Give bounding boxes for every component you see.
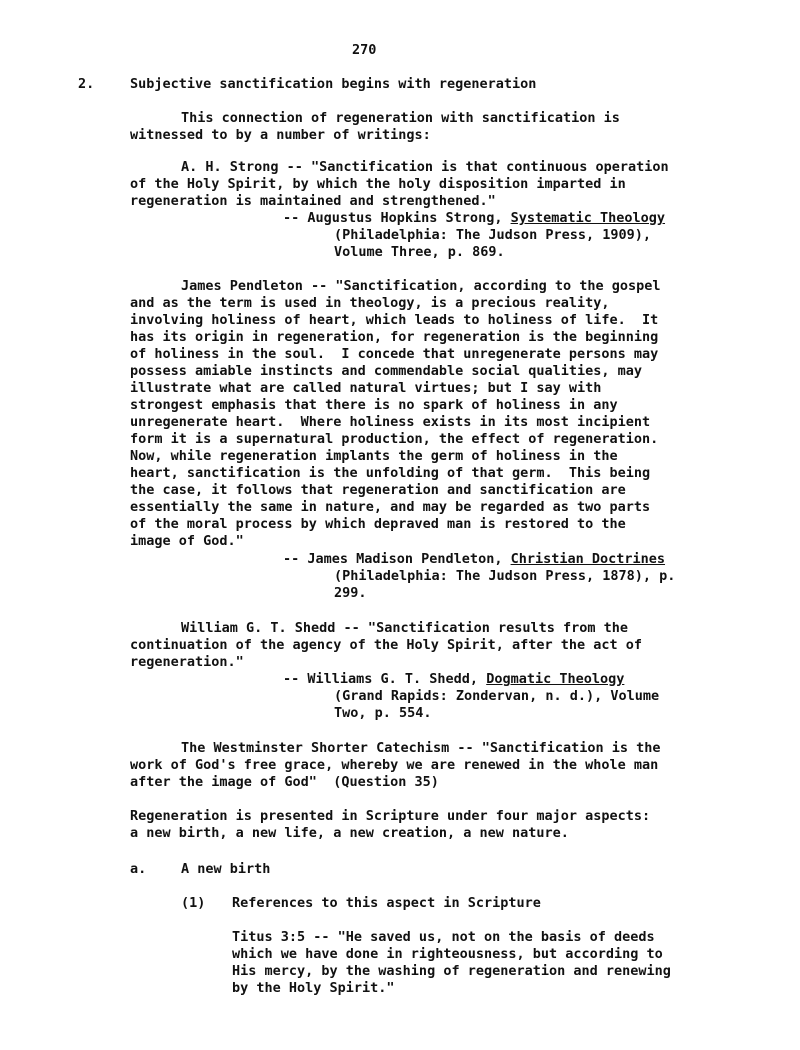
pendleton-quote-line: illustrate what are called natural virtues; but I say with xyxy=(130,380,602,396)
intro-line: witnessed to by a number of writings: xyxy=(130,127,431,143)
aspects-line: a new birth, a new life, a new creation, a new nature. xyxy=(130,825,569,841)
pendleton-quote-line: has its origin in regeneration, for regeneration is the beginning xyxy=(130,329,659,345)
shedd-quote-line: William G. T. Shedd -- "Sanctification results from the xyxy=(181,620,629,636)
pendleton-quote-line: Now, while regeneration implants the germ of holiness in the xyxy=(130,448,618,464)
citation-title: Dogmatic Theology xyxy=(486,671,625,687)
pendleton-quote-line: heart, sanctification is the unfolding of that germ. This being xyxy=(130,465,651,481)
citation-title: Christian Doctrines xyxy=(510,551,666,567)
subsection-marker: a. xyxy=(130,861,147,877)
strong-citation-line: Volume Three, p. 869. xyxy=(334,244,505,260)
westminster-line: after the image of God" (Question 35) xyxy=(130,774,439,790)
pendleton-quote-line: the case, it follows that regeneration and sanctification are xyxy=(130,482,626,498)
titus-line: by the Holy Spirit." xyxy=(232,980,395,996)
pendleton-quote-line: essentially the same in nature, and may be regarded as two parts xyxy=(130,499,651,515)
westminster-line: work of God's free grace, whereby we are renewed in the whole man xyxy=(130,757,659,773)
pendleton-citation-line: (Philadelphia: The Judson Press, 1878), p. xyxy=(334,568,676,584)
pendleton-quote-line: involving holiness of heart, which leads to holiness of life. It xyxy=(130,312,659,328)
section-number: 2. xyxy=(78,76,95,92)
strong-quote-line: of the Holy Spirit, by which the holy disposition imparted in xyxy=(130,176,626,192)
titus-line: which we have done in righteousness, but according to xyxy=(232,946,663,962)
subsubsection-marker: (1) xyxy=(181,895,206,911)
shedd-citation xyxy=(283,671,624,688)
citation-title: Systematic Theology xyxy=(510,210,666,226)
citation-author: -- Augustus Hopkins Strong, xyxy=(283,210,511,226)
strong-quote-line: A. H. Strong -- "Sanctification is that continuous operation xyxy=(181,159,669,175)
page-number: 270 xyxy=(352,42,377,58)
shedd-quote-line: continuation of the agency of the Holy Spirit, after the act of xyxy=(130,637,643,653)
subsection-heading: A new birth xyxy=(181,861,271,877)
pendleton-quote-line: strongest emphasis that there is no spark of holiness in any xyxy=(130,397,618,413)
shedd-citation-line: Two, p. 554. xyxy=(334,705,432,721)
pendleton-citation-line: 299. xyxy=(334,585,367,601)
pendleton-quote-line: image of God." xyxy=(130,533,244,549)
subsubsection-heading: References to this aspect in Scripture xyxy=(232,895,541,911)
shedd-citation-line: (Grand Rapids: Zondervan, n. d.), Volume xyxy=(334,688,660,704)
titus-line: Titus 3:5 -- "He saved us, not on the basis of deeds xyxy=(232,929,655,945)
pendleton-quote-line: form it is a supernatural production, the effect of regeneration. xyxy=(130,431,659,447)
pendleton-quote-line: and as the term is used in theology, is a precious reality, xyxy=(130,295,610,311)
strong-citation-line: (Philadelphia: The Judson Press, 1909), xyxy=(334,227,651,243)
pendleton-quote-line: of holiness in the soul. I concede that unregenerate persons may xyxy=(130,346,659,362)
pendleton-quote-line: James Pendleton -- "Sanctification, according to the gospel xyxy=(181,278,661,294)
pendleton-citation xyxy=(283,551,665,568)
pendleton-quote-line: of the moral process by which depraved man is restored to the xyxy=(130,516,626,532)
shedd-quote-line: regeneration." xyxy=(130,654,244,670)
intro-line: This connection of regeneration with sanctification is xyxy=(181,110,620,126)
citation-author: -- James Madison Pendleton, xyxy=(283,551,511,567)
pendleton-quote-line: possess amiable instincts and commendable social qualities, may xyxy=(130,363,643,379)
pendleton-quote-line: unregenerate heart. Where holiness exists in its most incipient xyxy=(130,414,651,430)
section-heading: Subjective sanctification begins with regeneration xyxy=(130,76,537,92)
strong-quote-line: regeneration is maintained and strengthened." xyxy=(130,193,496,209)
strong-citation xyxy=(283,210,665,227)
aspects-line: Regeneration is presented in Scripture under four major aspects: xyxy=(130,808,651,824)
citation-author: -- Williams G. T. Shedd, xyxy=(283,671,487,687)
titus-line: His mercy, by the washing of regeneration and renewing xyxy=(232,963,671,979)
westminster-line: The Westminster Shorter Catechism -- "Sanctification is the xyxy=(181,740,661,756)
